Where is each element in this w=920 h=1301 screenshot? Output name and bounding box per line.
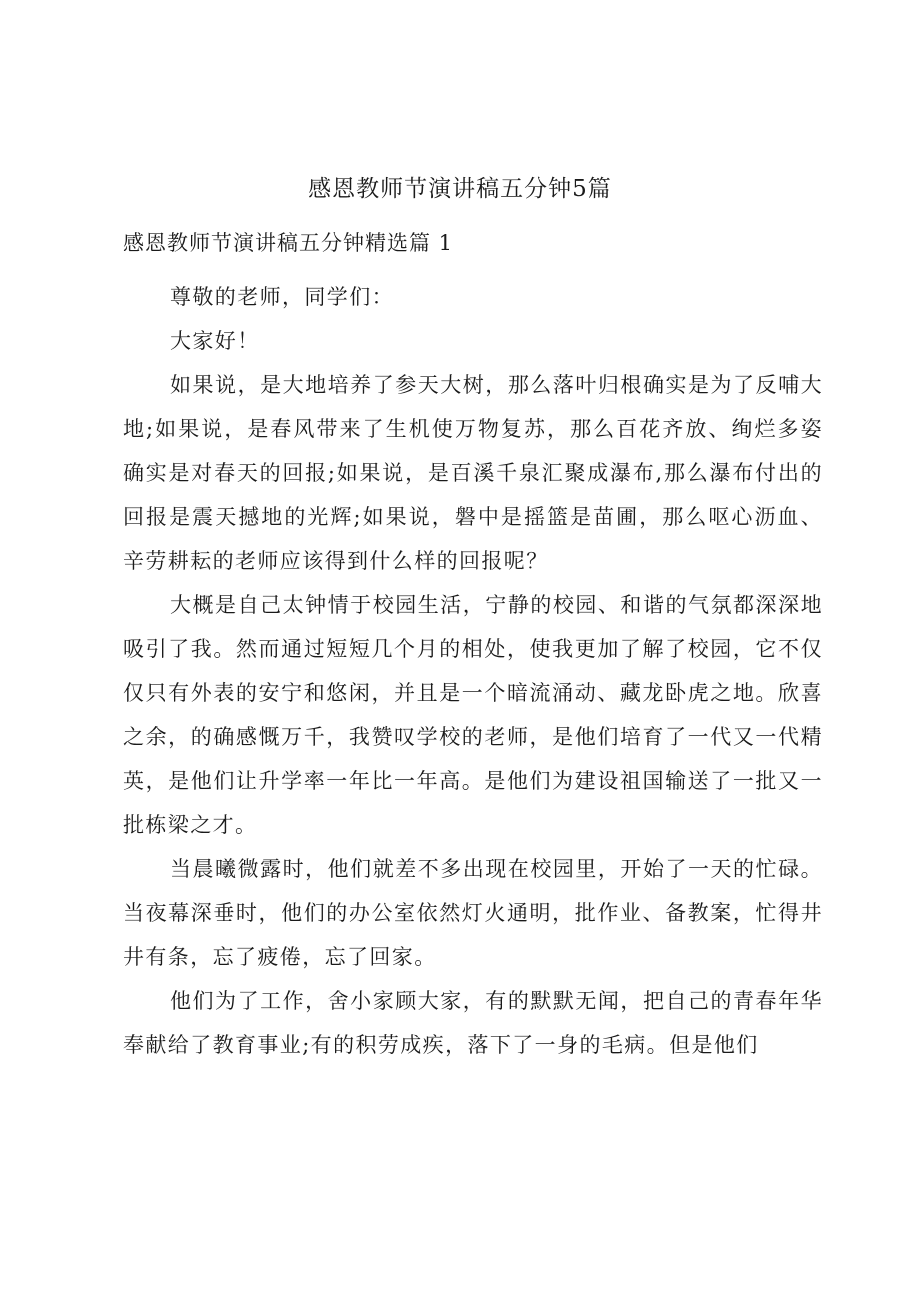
document-title: 感恩教师节演讲稿五分钟5篇 [308, 176, 612, 202]
document-body [123, 275, 823, 1067]
body-paragraph: 当晨曦微露时，他们就差不多出现在校园里，开始了一天的忙碌。当夜幕深垂时，他们的办公室依然灯火通明，批作业、备教案，忙得井井有条，忘了疲倦，忘了回家。 [123, 857, 823, 969]
body-paragraph: 如果说，是大地培养了参天大树，那么落叶归根确实是为了反哺大地;如果说，是春风带来了生机使万物复苏，那么百花齐放、绚烂多姿确实是对春天的回报;如果说，是百溪千泉汇聚成瀑布,那么瀑布付出的回报是震天撼地的光辉;如果说，磐中是摇篮是苗圃，那么呕心沥血、辛劳耕耘的老师应该得到什么样的回报呢？ [123, 373, 823, 573]
body-paragraph: 大概是自己太钟情于校园生活，宁静的校园、和谐的气氛都深深地吸引了我。然而通过短短几个月的相处，使我更加了解了校园，它不仅仅只有外表的安宁和悠闲，并且是一个暗流涌动、藏龙卧虎之地。欣喜之余，的确感慨万千，我赞叹学校的老师，是他们培育了一代又一代精英，是他们让升学率一年比一年高。是他们为建设祖国输送了一批又一批栋梁之才。 [123, 593, 823, 837]
salutation-paragraph: 尊敬的老师，同学们： [170, 285, 394, 309]
greeting-paragraph: 大家好！ [170, 329, 260, 353]
body-paragraph: 他们为了工作，舍小家顾大家，有的默默无闻，把自己的青春年华奉献给了教育事业;有的积劳成疾，落下了一身的毛病。但是他们 [123, 989, 823, 1057]
section-heading: 感恩教师节演讲稿五分钟精选篇 1 [123, 231, 454, 255]
